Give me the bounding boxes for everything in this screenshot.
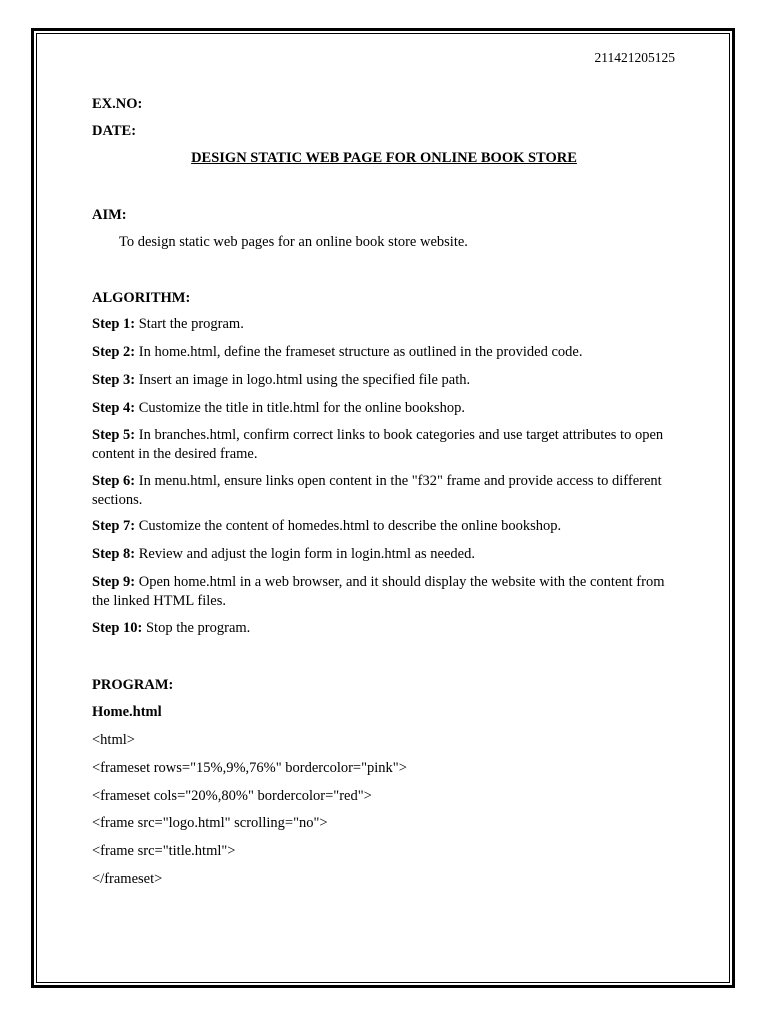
program-heading: PROGRAM: [92,677,174,693]
date-label: DATE: [92,123,137,139]
ex-no-label: EX.NO: [92,96,143,112]
algorithm-step [92,472,682,510]
step-label: Step 7: [92,518,136,534]
register-number: 211421205125 [594,50,675,65]
step-text: Stop the program. [142,620,251,636]
step-text: Review and adjust the login form in login.html as needed. [135,546,475,562]
aim-heading: AIM: [92,207,127,223]
algorithm-heading: ALGORITHM: [92,290,191,306]
algorithm-step [92,619,682,638]
step-text: In branches.html, confirm correct links to book categories and use target attributes to open content in the desired frame. [92,427,664,462]
algorithm-step [92,573,682,611]
code-line: <frameset rows="15%,9%,76%" bordercolor="pink"> [92,760,407,776]
algorithm-step [92,399,682,418]
step-label: Step 1: [92,316,136,332]
code-line: <frameset cols="20%,80%" bordercolor="red"> [92,788,372,804]
code-line: <frame src="logo.html" scrolling="no"> [92,815,328,831]
algorithm-step [92,371,682,390]
algorithm-step [92,343,682,362]
program-file-name: Home.html [92,704,162,720]
step-text: In menu.html, ensure links open content in the "f32" frame and provide access to different sections. [92,473,662,508]
step-label: Step 2: [92,344,136,360]
step-text: Start the program. [135,316,244,332]
step-text: Customize the content of homedes.html to describe the online bookshop. [135,518,562,534]
step-text: Insert an image in logo.html using the specified file path. [135,372,471,388]
code-line: </frameset> [92,871,163,887]
step-text: Open home.html in a web browser, and it should display the website with the content from the linked HTML files. [92,574,665,609]
step-label: Step 5: [92,427,136,443]
algorithm-step [92,426,682,464]
algorithm-step [92,545,682,564]
algorithm-step [92,517,682,536]
code-line: <frame src="title.html"> [92,843,236,859]
step-label: Step 8: [92,546,136,562]
step-label: Step 4: [92,400,136,416]
step-label: Step 3: [92,372,136,388]
step-label: Step 6: [92,473,136,489]
step-label: Step 9: [92,574,136,590]
algorithm-step [92,315,682,334]
step-text: In home.html, define the frameset structure as outlined in the provided code. [135,344,583,360]
step-text: Customize the title in title.html for the online bookshop. [135,400,465,416]
aim-text: To design static web pages for an online book store website. [119,234,468,250]
document-title: DESIGN STATIC WEB PAGE FOR ONLINE BOOK STORE [191,150,577,166]
code-line: <html> [92,732,135,748]
step-label: Step 10: [92,620,143,636]
